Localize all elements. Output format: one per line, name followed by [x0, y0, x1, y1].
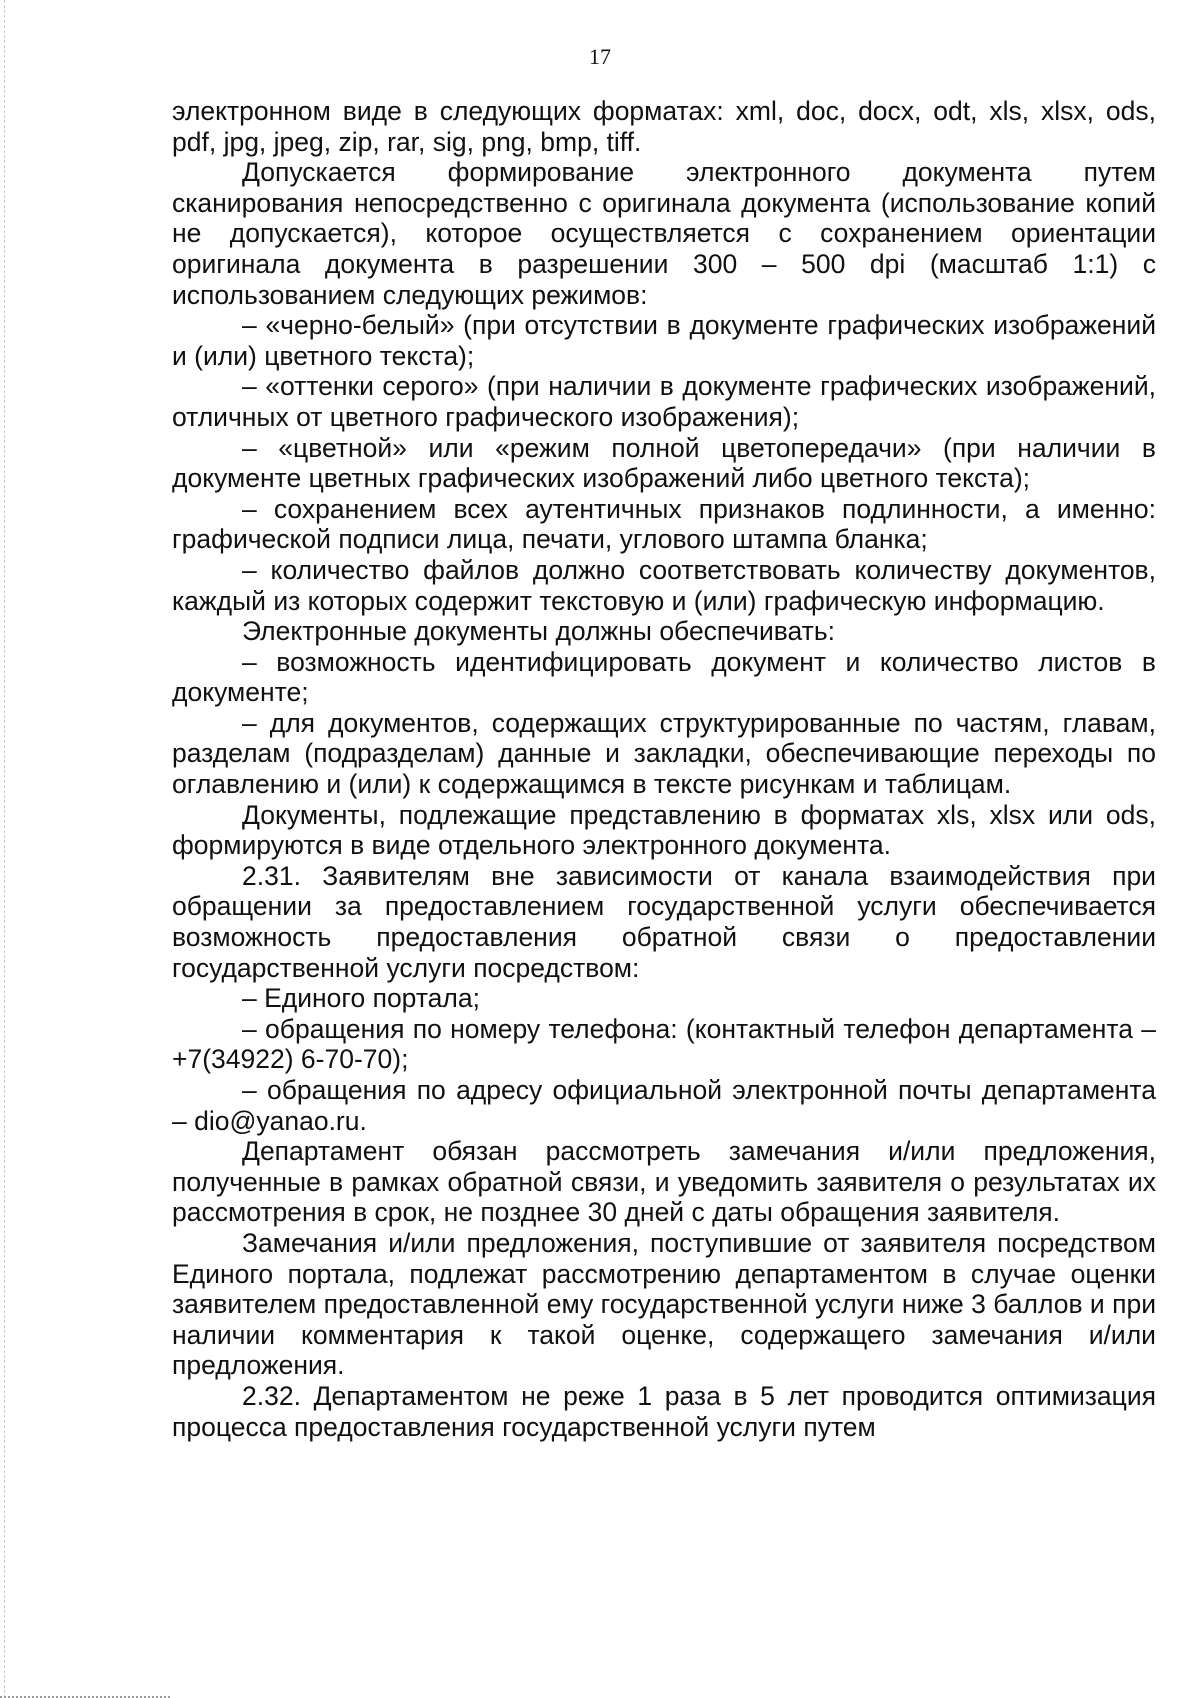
document-body [172, 96, 1156, 1442]
scan-artifact [0, 1690, 170, 1698]
scan-edge-line [4, 0, 6, 1698]
page-number: 17 [589, 44, 611, 69]
list-item: – количество файлов должно соответствовать количеству документов, каждый из которых содержит текстовую и (или) графическую информацию. [172, 554, 1156, 616]
paragraph: Допускается формирование электронного документа путем сканирования непосредственно с оригинала документа (использование копий не допускается), которое осуществляется с сохранением ориентации оригинала документа в разрешении 300 – 500 dpi (масштаб 1:1) с использованием следующих режимов: [172, 157, 1156, 310]
section-2-31: 2.31. Заявителям вне зависимости от канала взаимодействия при обращении за предоставлением государственной услуги обеспечивается возможность предоставления обратной связи о предоставлении государственной услуги посредством: [172, 860, 1156, 983]
paragraph: Документы, подлежащие представлению в форматах xls, xlsx или ods, формируются в виде отдельного электронного документа. [172, 799, 1156, 861]
paragraph: Замечания и/или предложения, поступившие от заявителя посредством Единого портала, подлежат рассмотрению департаментом в случае оценки заявителем предоставленной ему государственной услуги ниже 3 баллов и при наличии комментария к такой оценке, содержащего замечания и/или предложения. [172, 1227, 1156, 1381]
list-item: – Единого портала; [242, 983, 480, 1014]
paragraph: Департамент обязан рассмотреть замечания и/или предложения, полученные в рамках обратной связи, и уведомить заявителя о результатах их рассмотрения в срок, не позднее 30 дней с даты обращения заявителя. [172, 1136, 1156, 1228]
list-item: – обращения по номеру телефона: (контактный телефон департамента – +7(34922) 6-70-70); [172, 1013, 1156, 1075]
paragraph: электронном виде в следующих форматах: xml, doc, docx, odt, xls, xlsx, ods, pdf, jpg, jpeg, zip, rar, sig, png, bmp, tiff. [172, 96, 1156, 157]
list-item: – «черно-белый» (при отсутствии в документе графических изображений и (или) цветного текста); [172, 310, 1156, 371]
paragraph: Электронные документы должны обеспечивать: [242, 616, 835, 647]
list-item: – для документов, содержащих структурированные по частям, главам, разделам (подразделам) данные и закладки, обеспечивающие переходы по оглавлению и (или) к содержащимся в тексте рисункам и таблицам. [172, 707, 1156, 800]
list-item: – сохранением всех аутентичных признаков подлинности, а именно: графической подписи лица, печати, углового штампа бланка; [172, 493, 1156, 555]
list-item: – обращения по адресу официальной электронной почты департамента – dio@yanao.ru. [172, 1075, 1156, 1136]
list-item: – «оттенки серого» (при наличии в документе графических изображений, отличных от цветного графического изображения); [172, 371, 1156, 432]
section-2-32: 2.32. Департаментом не реже 1 раза в 5 лет проводится оптимизация процесса предоставления государственной услуги путем [172, 1380, 1156, 1442]
list-item: – «цветной» или «режим полной цветопередачи» (при наличии в документе цветных графических изображений либо цветного текста); [172, 432, 1156, 494]
list-item: – возможность идентифицировать документ и количество листов в документе; [172, 646, 1156, 708]
